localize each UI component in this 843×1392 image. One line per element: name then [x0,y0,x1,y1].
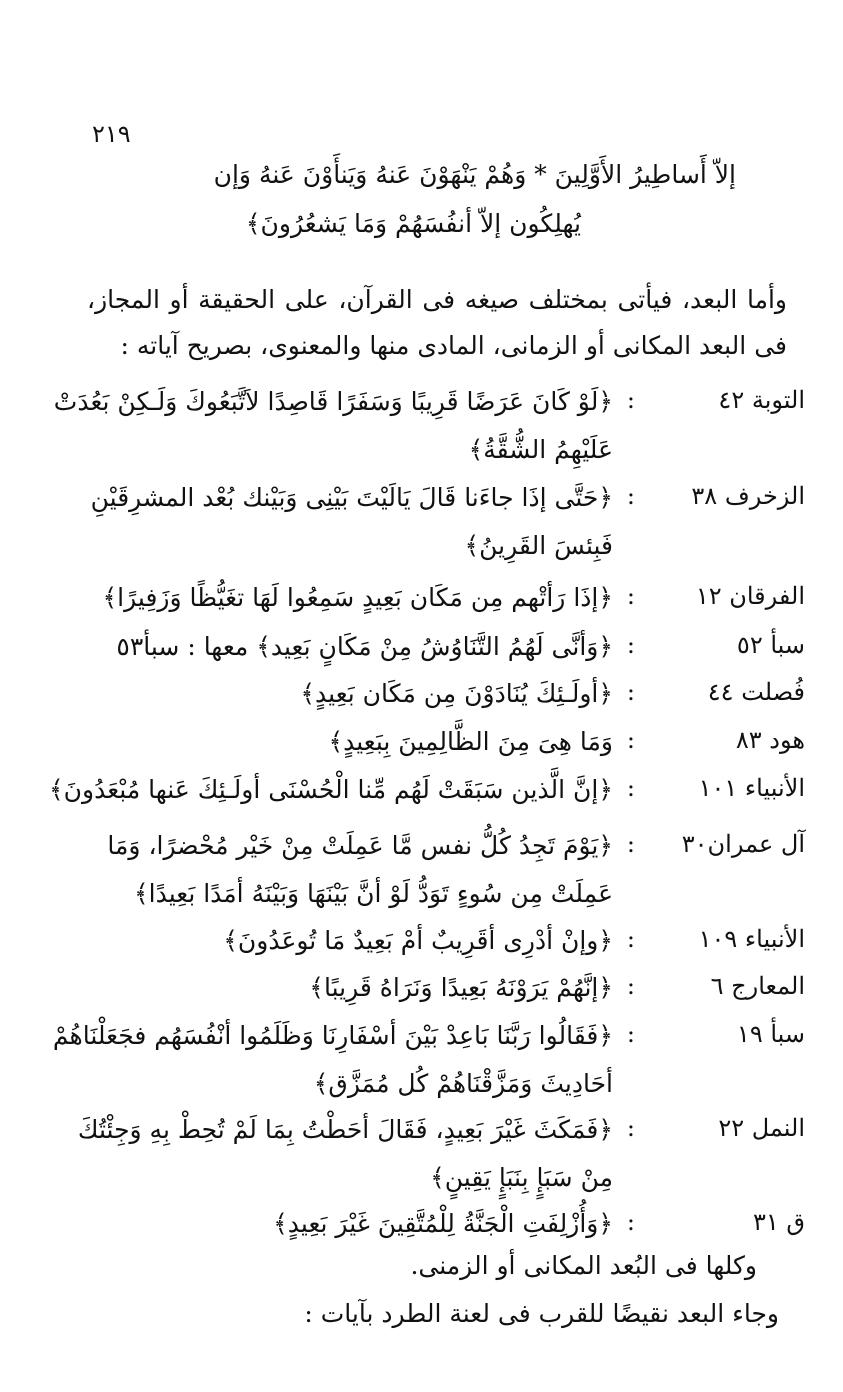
closing-line-1: وكلها فى البُعد المكانى أو الزمنى. [410,1251,757,1280]
verse-reference: التوبة ٤٢ [718,386,805,414]
separator-colon: : [626,925,635,953]
verse-text: ﴿إنَّهُمْ يَرَوْنَهُ بَعِيدًا وَنَرَاهُ قَرِيبًا﴾ [309,973,613,1002]
verse-text: ﴿فَقَالُوا رَبَّنَا بَاعِدْ بَيْنَ أسْفَارِنَا وَظَلَمُوا أنْفُسَهُم فجَعَلْنَاهُمْ أحَادِيثَ وَمَزَّقْنَاهُمْ كُل مُمَزَّق﴾ [52,1021,613,1098]
verse-reference: سبأ ٥٢ [736,631,805,659]
verse-reference: سبأ ١٩ [736,1020,805,1048]
separator-colon: : [626,386,635,414]
separator-colon: : [626,678,635,706]
verse-reference: الفرقان ١٢ [695,582,805,610]
verse-reference: المعارج ٦ [710,972,805,1000]
verse-text: ﴿وَأنَّى لَهُمُ التَّنَاوُشُ مِنْ مَكَانٍ بَعِيد﴾ معها : سبأ٥٣ [116,632,613,661]
verse-text: ﴿إذَا رَأتْهم مِن مَكَان بَعِيدٍ سَمِعُوا لَهَا تغَيُّظًا وَزَفِيرًا﴾ [102,583,613,612]
verse-text: ﴿حَتَّى إذَا جاءَنا قَالَ يَالَيْتَ بَيْنِى وَبَيْنك بُعْد المشرِقَيْنِ فَبِئسَ القَرِينُ﴾ [90,483,613,560]
body-paragraph: وأما البعد، فيأتى بمختلف صيغه فى القرآن، على الحقيقة أو المجاز، فى البعد المكانى أو الزمانى، المادى منها والمعنوى، بصريح آياته : [87,285,787,360]
separator-colon: : [626,631,635,659]
verse-text: ﴿يَوْمَ تَجِدُ كُلُّ نفس مَّا عَمِلَتْ مِنْ خَيْر مُحْضرًا، وَمَا عَمِلَتْ مِن سُوءٍ تَوَدُّ لَوْ أنَّ بَيْنَهَا وَبَيْنَهُ أمَدًا بَعِيدًا﴾ [107,831,613,908]
verse-reference: فُصلت ٤٤ [707,678,805,706]
verse-reference: الأنبياء ١٠٩ [698,925,805,953]
verse-text: ﴿وإنْ أدْرِى أقَرِيبٌ أمْ بَعِيدٌ مَا تُوعَدُونَ﴾ [223,926,613,955]
separator-colon: : [626,774,635,802]
separator-colon: : [626,1020,635,1048]
page-number: ٢١٩ [92,120,131,148]
intro-verse-line-2: يُهلِكُون إلاّ أنفُسَهُمْ وَمَا يَشعُرُونَ﴾ [245,209,581,238]
verse-text: وَمَا هِىَ مِنَ الظَّالِمِينَ بِبَعِيدٍ﴾ [328,727,613,756]
separator-colon: : [626,830,635,858]
separator-colon: : [626,726,635,754]
closing-line-2: وجاء البعد نقيضًا للقرب فى لعنة الطرد بآيات : [304,1299,779,1328]
separator-colon: : [626,1208,635,1236]
verse-reference: هود ٨٣ [735,726,805,754]
verse-text: ﴿فَمَكَثَ غَيْرَ بَعِيدٍ، فَقَالَ أحَطْتُ بِمَا لَمْ تُحِطْ بِهِ وَجِئْتُكَ مِنْ سَبَإٍ بِنَبَإٍ يَقِينٍ﴾ [77,1115,613,1192]
separator-colon: : [626,972,635,1000]
separator-colon: : [626,582,635,610]
verse-reference: الزخرف ٣٨ [691,482,805,510]
verse-text: ﴿إنَّ الَّذين سَبَقَتْ لَهُم مِّنا الْحُسْنَى أولَـئِكَ عَنها مُبْعَدُونَ﴾ [49,775,613,804]
verse-reference: النمل ٢٢ [718,1114,805,1142]
verse-reference: آل عمران٣٠ [681,830,805,858]
verse-text: ﴿أولَـئِكَ يُنَادَوْنَ مِن مَكَان بَعِيدٍ﴾ [300,679,613,708]
verse-reference: الأنبياء ١٠١ [698,774,805,802]
separator-colon: : [626,482,635,510]
verse-text: ﴿وَأُزْلِفَتِ الْجَنَّةُ لِلْمُتَّقِينَ غَيْرَ بَعِيدٍ﴾ [273,1209,613,1238]
intro-verse-line-1: إلاّ أَساطِيرُ الأَوَّلِينَ * وَهُمْ يَنْهَوْنَ عَنهُ وَيَنأَوْنَ عَنهُ وَإن [213,160,736,189]
verse-text: ﴿لَوْ كَانَ عَرَضًا قَرِيبًا وَسَفَرًا قَاصِدًا لاَتَّبَعُوكَ وَلَـكِنْ بَعُدَتْ عَلَيْهِمُ الشُّقَّةُ﴾ [53,387,613,464]
verse-reference: ق ٣١ [752,1208,805,1236]
separator-colon: : [626,1114,635,1142]
